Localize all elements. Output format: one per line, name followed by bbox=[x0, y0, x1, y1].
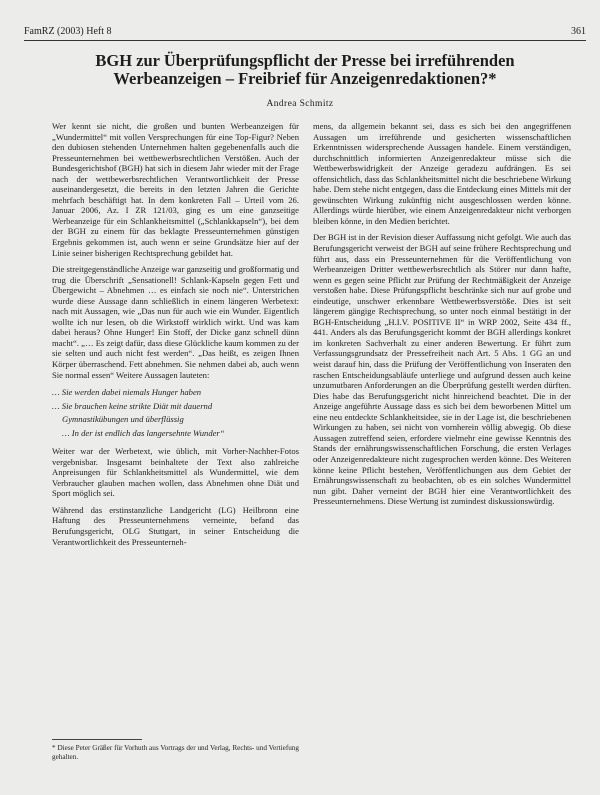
paragraph: Die streitgegenständliche Anzeige war ganzseitig und großformatig und trug die Überschrift „Sensationell! Schlank-Kapseln gegen Fett und Übergewicht – Abnehmen … es einfach sie noch nie“. Unterstrichen wurde diese Aussage dann schließlich in einem längeren Werbetext: nach mit Aussagen, wie „Das nun für auch wie ein Wunder. Eigentlich wollte ich nur lesen, ob die Wirkstoff wirklich wirkt. Und was kam dabei heraus? Ohne Hunger! Ein Stoff, der Dicke ganz schnell dünn macht“. „… Es zeigt dafür, dass diese Glückliche kaum kommen zu der sie selten und auch nicht fest werden“. „Das heißt, es zeigen Ihnen Körper überraschend. Fett abnehmen. Sie nehmen dabei ab, auch wenn Sie normal essen“ Weitere Aussagen lauteten: bbox=[52, 264, 299, 380]
running-header bbox=[24, 26, 586, 41]
left-column bbox=[52, 121, 299, 553]
right-column bbox=[313, 121, 571, 513]
quote-line: Gymnastikübungen und überflüssig bbox=[62, 414, 184, 425]
quote-line: … In der ist endlich das langersehnte Wunder“ bbox=[62, 427, 225, 438]
page-number: 361 bbox=[571, 26, 586, 37]
article-title bbox=[30, 52, 580, 88]
footnote-divider bbox=[52, 739, 142, 740]
paragraph: Während das erstinstanzliche Landgericht (LG) Heilbronn eine Haftung des Presseunternehmens verneinte, befand das Berufungsgericht, OLG Stuttgart, in seiner Entscheidung die Verantwortlichkeit des Presseunterneh- bbox=[52, 504, 299, 547]
quote-line: … Sie werden dabei niemals Hunger haben bbox=[52, 387, 202, 398]
paragraph: Der BGH ist in der Revision dieser Auffassung nicht gefolgt. Wie auch das Berufungsgericht verweist der BGH auf seine frühere Rechtsprechung und führt aus, dass ein Presseunternehmen für die Veröffentlichung von Werbeanzeigen Dritter wettbewerbsrechtlich als Störer nur dann hafte, wenn es gegen seine Pflicht zur Prüfung der Rechtmäßigkeit der Anzeige verstoßen habe. Diese Prüfungspflicht beschränke sich nur auf grobe und eindeutige, unschwer erkennbare Wettbewerbsverstöße. Dies ist seit längerem gängige Rechtsprechung, so unter noch einmal bestätigt in der BGH-Entscheidung „H.I.V. POSITIVE II“ in WRP 2002, Seite 434 ff., 441. Anders als das Berufungsgericht kommt der BGH allerdings konkret im konkreten Sachverhalt zu einer anderen Bewertung. Er führt zum Verfassungsgrundsatz der Pressefreiheit nach Art. 5 Abs. 1 GG an und weist darauf hin, dass die Prüfung der Veröffentlichung von Inseraten den raschen Entscheidungsabläufe unterliege und aufgrund dessen auch keine unzumutbaren Anforderungen an die Überprüfung gestellt werden dürften. Dies habe das Berufungsgericht nicht hinreichend beachtet. Die in der Anzeige angeführte Aussage dass es sich bei dem beworbenen Mittel um eine neu entdeckte Schlankheitsidee, sie in der Lage ist, die beschriebenen Wirkungen zu haben, sei nicht von vornherein völlig abwegig. Ob diese Aussagen zutreffend seien, erfordere vielmehr eine gewisse Kenntnis des Stands der ernährungswissenschaftlichen Forschung, die ersten Verlages oder Anzeigenredakteure nicht zugesprochen werden könne. Des Weiteren könne keine Pflicht bestehen, Veröffentlichungen aus dem Gebiet der Ernährungswissenschaft zu beobachten, ob es ein solches Wundermittel nun gibt. Daher verneint der BGH hier eine Verantwortlichkeit des Presseunternehmens. Diese Wertung ist zumindest diskussionswürdig. bbox=[313, 232, 571, 507]
quoted-ad-claims bbox=[52, 386, 299, 440]
article-title-line-2: Werbeanzeigen – Freibrief für Anzeigenredaktionen?* bbox=[113, 69, 497, 88]
quote-line: … Sie brauchen keine strikte Diät mit dauernd bbox=[52, 400, 213, 411]
article-title-line-1: BGH zur Überprüfungspflicht der Presse bei irreführenden bbox=[95, 51, 515, 70]
paragraph: Wer kennt sie nicht, die großen und bunten Werbeanzeigen für „Wundermittel“ mit vollen Versprechungen für eine Top-Figur? Neben den dubiosen stehenden Unternehmen halten gegebenenfalls auch die Presseunternehmen bei wettbewerbsrechtlichen Verstößen. Auch der Bundesgerichtshof (BGH) hat sich in diesem Jahr wieder mit der Frage nach der wettbewerbsrechtlichen Verantwortlichkeit der Presse auseinandergesetzt, die bereits in den letzten Jahren die Gerichte mehrfach beschäftigt hat. In dem konkreten Fall – Urteil vom 26. Januar 2006, Az. I ZR 121/03, ging es um eine ganzseitige Werbeanzeige für ein Schlankheitsmittel („Schlankkapseln“), bei dem der BGH zu einem für das beklagte Presseunternehmen günstigen Ergebnis gekommen ist, auch wenn er seine Grundsätze hier auf der Linie seiner bisherigen Rechtsprechung gebildet hat. bbox=[52, 121, 299, 258]
journal-citation: FamRZ (2003) Heft 8 bbox=[24, 26, 112, 37]
paragraph: Weiter war der Werbetext, wie üblich, mit Vorher-Nachher-Fotos vergebnisbar. Insgesamt beinhaltete der Text also zahlreiche Anpreisungen für Schlankheitsmittel als Wundermittel, wie dem Verbraucher glauben machen wollen, dass Abnehmen ohne Diät und Sport möglich sei. bbox=[52, 446, 299, 499]
paragraph: mens, da allgemein bekannt sei, dass es sich bei den angegriffenen Aussagen um irreführende und gesicherten wissenschaftlichen Erkenntnissen widersprechende Aussagen handele. Einem verständigen, durchschnittlich informierten Anzeigenredakteur müsse sich die Wettbewerbswidrigkeit der Anzeige geradezu aufdrängen. Es sei offensichtlich, dass das Schlankheitsmittel nicht die beschriebene Wirkung habe. Dem stehe nicht entgegen, dass die Entdeckung eines Mittels mit der gewünschten Wirkung zukünftig nicht ausgeschlossen werden könne. Allerdings würde hierüber, wie einem Anzeigenredakteur nicht verborgen bleiben könne, in den Medien berichtet. bbox=[313, 121, 571, 226]
footnote: * Diese Peter Gräßer für Vorhuth aus Vortrags der und Verlag, Rechts- und Vertiefung gehalten. bbox=[52, 744, 299, 761]
article-author: Andrea Schmitz bbox=[266, 99, 334, 109]
